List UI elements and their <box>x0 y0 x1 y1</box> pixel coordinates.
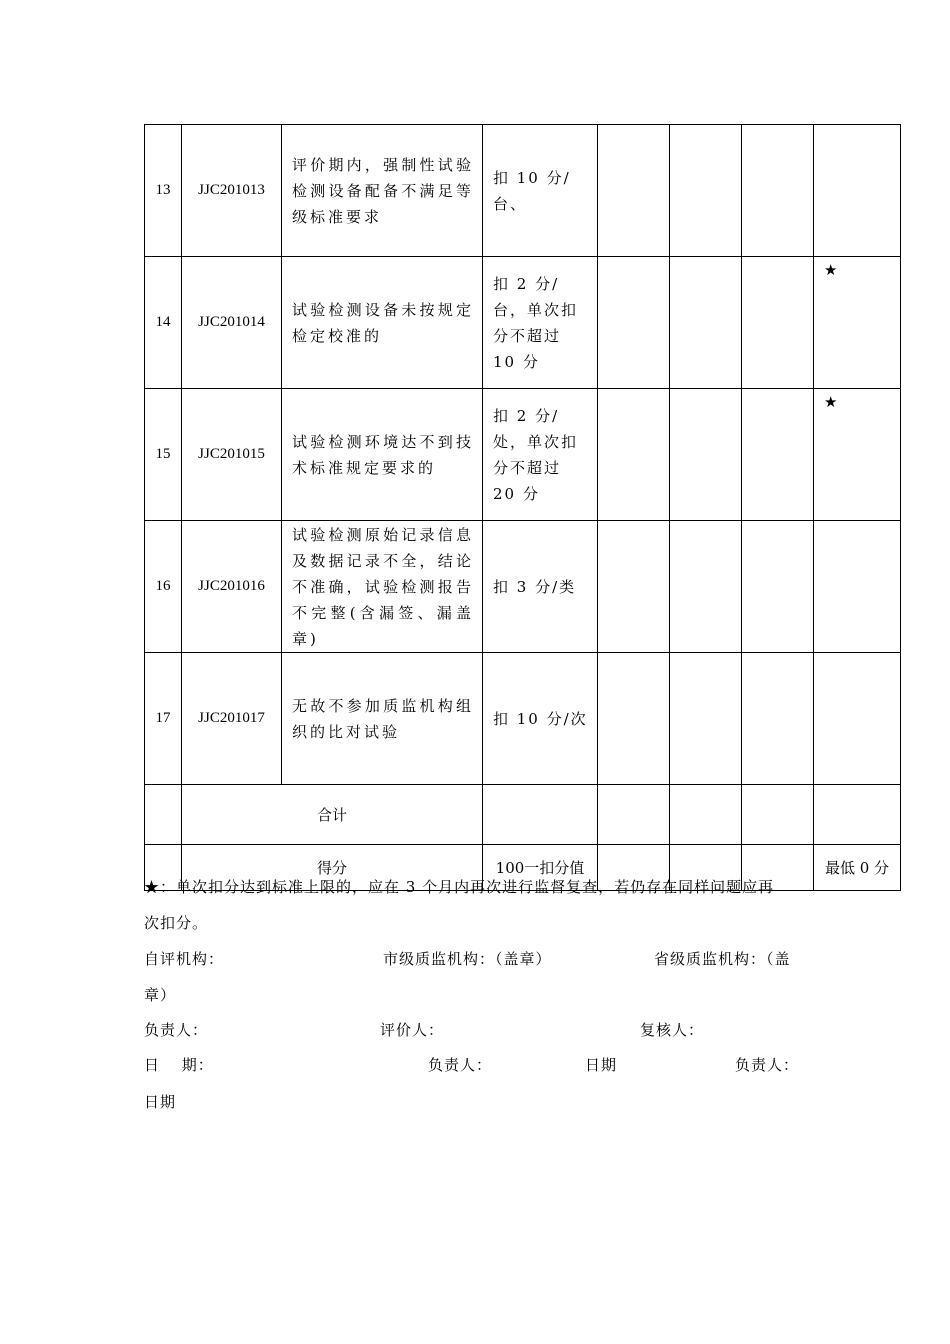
deduction-rule: 扣 2 分/处，单次扣分不超过 20 分 <box>483 389 598 521</box>
date-label: 日 期： <box>144 1056 214 1074</box>
star-mark <box>814 125 901 257</box>
empty-cell <box>598 521 670 653</box>
empty-cell <box>598 653 670 785</box>
province-supervision-org: 省级质监机构：（盖 <box>654 950 791 968</box>
score-formula: 100一扣分值 <box>483 845 598 891</box>
table-row <box>145 521 901 653</box>
evaluator: 评价人： <box>380 1021 445 1039</box>
empty-cell <box>483 785 598 845</box>
item-description: 试验检测环境达不到技术标准规定要求的 <box>282 389 483 521</box>
footnote-line-2: 次扣分。 <box>144 914 209 932</box>
empty-cell <box>742 521 814 653</box>
row-number: 16 <box>145 521 182 653</box>
table-row <box>145 125 901 257</box>
item-code: JJC201016 <box>182 521 282 653</box>
item-code: JJC201015 <box>182 389 282 521</box>
item-code: JJC201017 <box>182 653 282 785</box>
empty-cell <box>598 785 670 845</box>
person-in-charge-city: 负责人： <box>428 1056 493 1074</box>
item-description: 评价期内，强制性试验检测设备配备不满足等级标准要求 <box>282 125 483 257</box>
empty-cell <box>814 785 901 845</box>
item-description: 无故不参加质监机构组织的比对试验 <box>282 653 483 785</box>
empty-cell <box>598 389 670 521</box>
table-row <box>145 257 901 389</box>
score-minimum: 最低 0 分 <box>814 845 901 891</box>
empty-cell <box>598 125 670 257</box>
empty-cell <box>742 125 814 257</box>
item-code: JJC201013 <box>182 125 282 257</box>
deduction-rule: 扣 10 分/台、 <box>483 125 598 257</box>
total-row <box>145 785 901 845</box>
empty-cell <box>670 389 742 521</box>
empty-cell <box>670 785 742 845</box>
empty-cell <box>742 257 814 389</box>
item-code: JJC201014 <box>182 257 282 389</box>
deduction-rule: 扣 3 分/类 <box>483 521 598 653</box>
row-number: 13 <box>145 125 182 257</box>
empty-cell <box>670 521 742 653</box>
empty-cell <box>670 653 742 785</box>
person-in-charge-province: 负责人： <box>735 1056 800 1074</box>
footnote-line-1: ★：单次扣分达到标准上限的，应在 3 个月内再次进行监督复查，若仍存在同样问题应再 <box>144 878 775 896</box>
deduction-rule: 扣 2 分/台，单次扣分不超过 10 分 <box>483 257 598 389</box>
empty-cell <box>742 389 814 521</box>
star-mark <box>814 653 901 785</box>
row-number: 15 <box>145 389 182 521</box>
score-label: 得分 <box>182 845 483 891</box>
table-row <box>145 389 901 521</box>
person-in-charge: 负责人： <box>144 1021 209 1039</box>
self-evaluation-org: 自评机构： <box>144 950 225 968</box>
empty-cell <box>145 785 182 845</box>
province-supervision-org-cont: 章） <box>144 986 177 1004</box>
date-city: 日期 <box>585 1056 618 1074</box>
reviewer: 复核人： <box>640 1021 705 1039</box>
empty-cell <box>742 653 814 785</box>
row-number: 14 <box>145 257 182 389</box>
item-description: 试验检测原始记录信息及数据记录不全，结论不准确，试验检测报告不完整(含漏签、漏盖章) <box>282 521 483 653</box>
date-province: 日期 <box>144 1093 177 1111</box>
row-number: 17 <box>145 653 182 785</box>
star-mark: ★ <box>814 389 901 521</box>
empty-cell <box>598 257 670 389</box>
deduction-rule: 扣 10 分/次 <box>483 653 598 785</box>
empty-cell <box>670 125 742 257</box>
item-description: 试验检测设备未按规定检定校准的 <box>282 257 483 389</box>
table-row <box>145 653 901 785</box>
star-mark <box>814 521 901 653</box>
star-mark: ★ <box>814 257 901 389</box>
empty-cell <box>742 785 814 845</box>
total-label: 合计 <box>182 785 483 845</box>
empty-cell <box>670 257 742 389</box>
evaluation-table <box>144 124 901 891</box>
city-supervision-org: 市级质监机构：（盖章） <box>383 950 552 968</box>
